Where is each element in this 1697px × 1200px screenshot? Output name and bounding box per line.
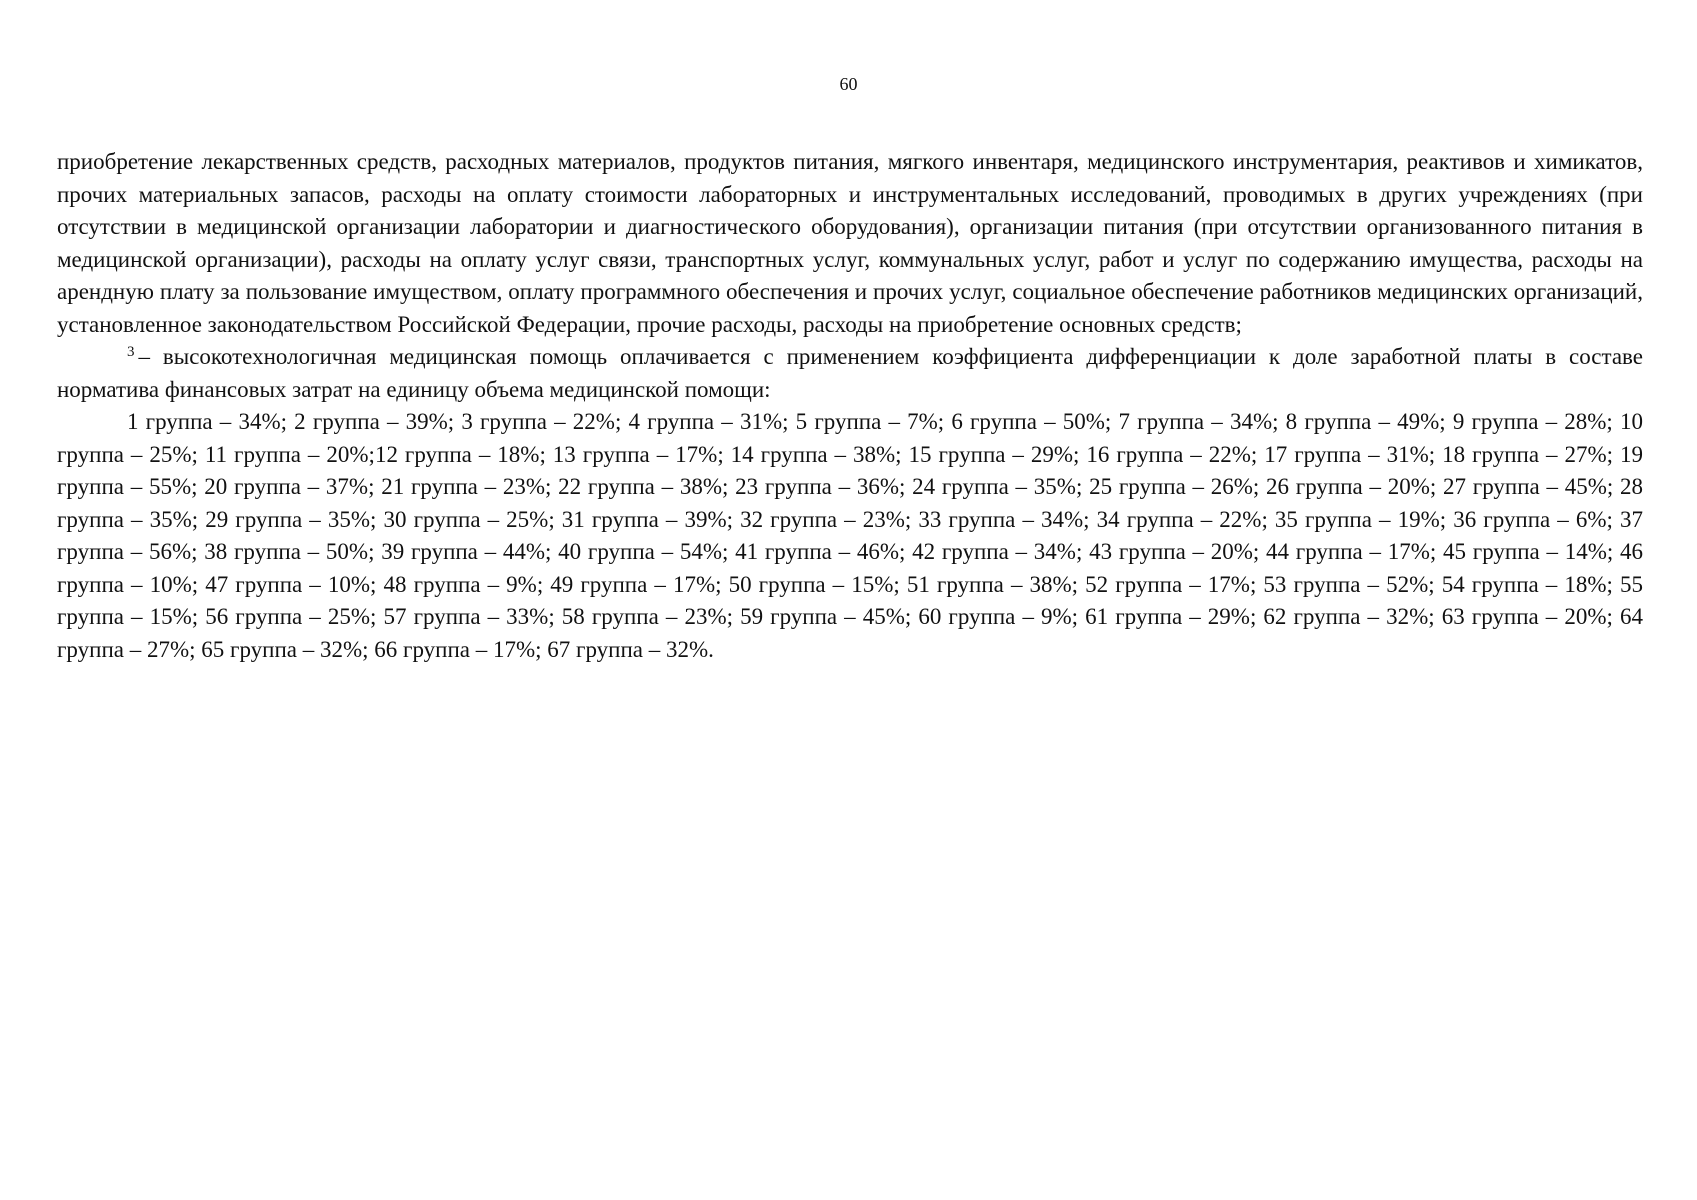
paragraph-footnote-3	[57, 341, 1643, 406]
document-body	[57, 146, 1643, 666]
paragraph-costs: приобретение лекарственных средств, расходных материалов, продуктов питания, мягкого инвентаря, медицинского инструментария, реактивов и химикатов, прочих материальных запасов, расходы на оплату стоимости лабораторных и инструментальных исследований, проводимых в других учреждениях (при отсутствии в медицинской организации лаборатории и диагностического оборудования), организации питания (при отсутствии организованного питания в медицинской организации), расходы на оплату услуг связи, транспортных услуг, коммунальных услуг, работ и услуг по содержанию имущества, расходы на арендную плату за пользование имуществом, оплату программного обеспечения и прочих услуг, социальное обеспечение работников медицинских организаций, установленное законодательством Российской Федерации, прочие расходы, расходы на приобретение основных средств;	[57, 149, 1643, 337]
page-number: 60	[839, 74, 858, 94]
footnote-text: – высокотехнологичная медицинская помощь оплачивается с применением коэффициента дифференциации к доле заработной платы в составе норматива финансовых затрат на единицу объема медицинской помощи:	[57, 344, 1643, 402]
paragraph-groups-list: 1 группа – 34%; 2 группа – 39%; 3 группа – 22%; 4 группа – 31%; 5 группа – 7%; 6 группа – 50%; 7 группа – 34%; 8 группа – 49%; 9 группа – 28%; 10 группа – 25%; 11 группа – 20%;12 группа – 18%; 13 группа – 17%; 14 группа – 38%; 15 группа – 29%; 16 группа – 22%; 17 группа – 31%; 18 группа – 27%; 19 группа – 55%; 20 группа – 37%; 21 группа – 23%; 22 группа – 38%; 23 группа – 36%; 24 группа – 35%; 25 группа – 26%; 26 группа – 20%; 27 группа – 45%; 28 группа – 35%; 29 группа – 35%; 30 группа – 25%; 31 группа – 39%; 32 группа – 23%; 33 группа – 34%; 34 группа – 22%; 35 группа – 19%; 36 группа – 6%; 37 группа – 56%; 38 группа – 50%; 39 группа – 44%; 40 группа – 54%; 41 группа – 46%; 42 группа – 34%; 43 группа – 20%; 44 группа – 17%; 45 группа – 14%; 46 группа – 10%; 47 группа – 10%; 48 группа – 9%; 49 группа – 17%; 50 группа – 15%; 51 группа – 38%; 52 группа – 17%; 53 группа – 52%; 54 группа – 18%; 55 группа – 15%; 56 группа – 25%; 57 группа – 33%; 58 группа – 23%; 59 группа – 45%; 60 группа – 9%; 61 группа – 29%; 62 группа – 32%; 63 группа – 20%; 64 группа – 27%; 65 группа – 32%; 66 группа – 17%; 67 группа – 32%.	[57, 409, 1643, 662]
footnote-marker: 3	[127, 343, 135, 360]
